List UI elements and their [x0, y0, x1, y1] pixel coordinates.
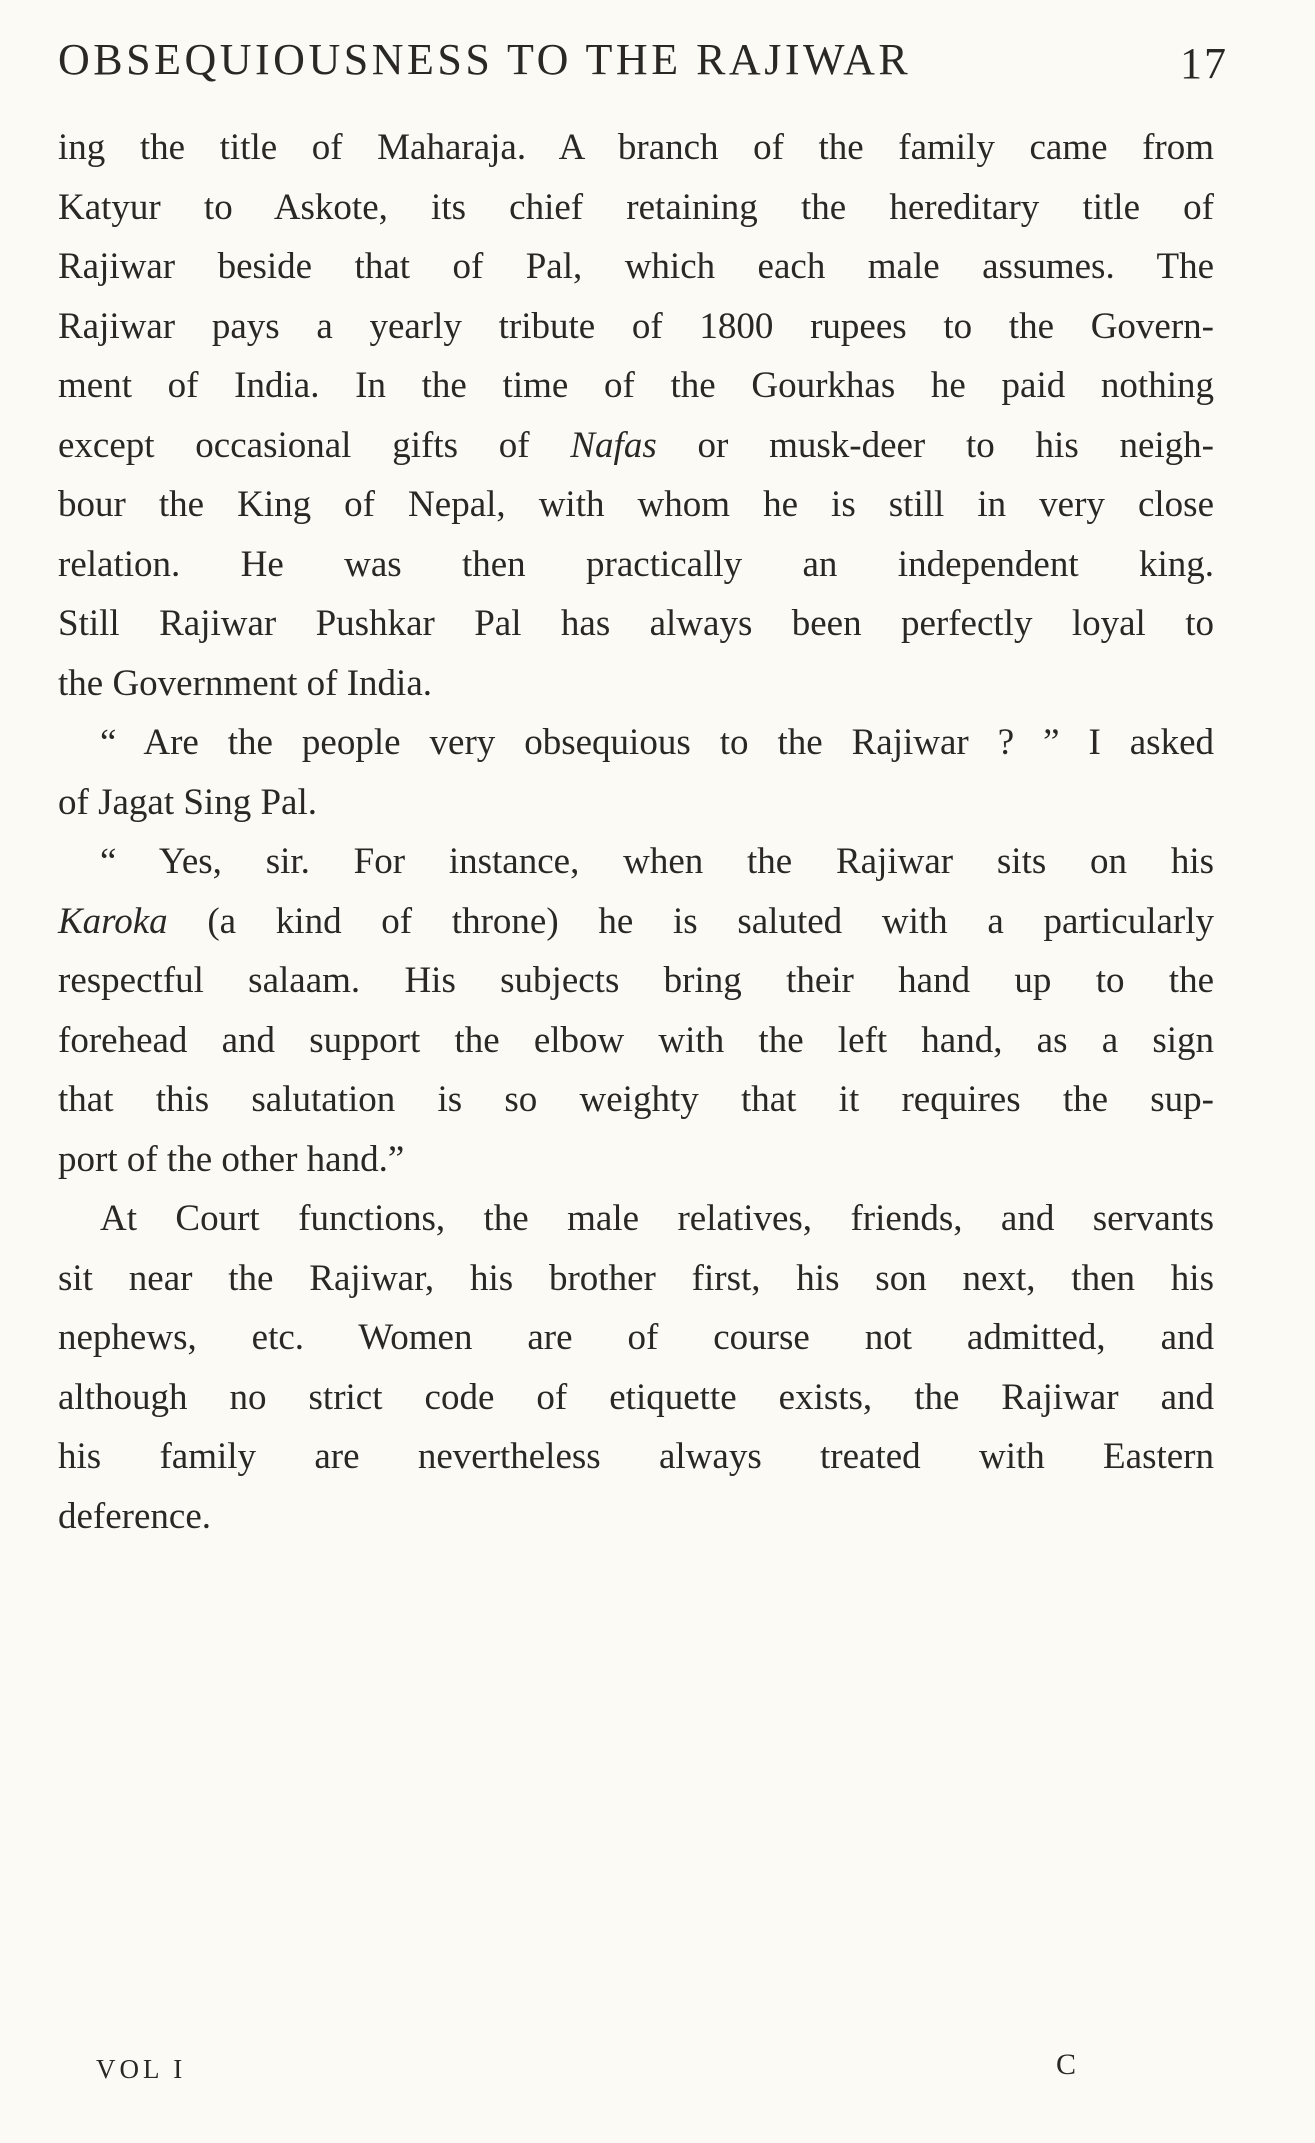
- text-segment: except occasional gifts of: [58, 424, 571, 466]
- italic-term-karoka: Karoka: [58, 900, 168, 942]
- text-line: ment of India. In the time of the Gourkhas he paid nothing: [58, 365, 1214, 406]
- text-segment: or musk-deer to his neigh-: [656, 424, 1214, 466]
- italic-term-nafas: Nafas: [570, 424, 657, 466]
- text-line: Still Rajiwar Pushkar Pal has always been perfectly loyal to: [58, 603, 1214, 644]
- text-line: “ Yes, sir. For instance, when the Rajiwar sits on his: [100, 841, 1214, 882]
- signature-letter: C: [1055, 2048, 1076, 2081]
- text-line: [58, 416, 1214, 476]
- text-line: deference.: [58, 1495, 212, 1537]
- body-text: [58, 118, 1214, 1546]
- text-line: At Court functions, the male relatives, friends, and servants: [100, 1198, 1214, 1239]
- text-line: although no strict code of etiquette exists, the Rajiwar and: [58, 1376, 1214, 1418]
- text-line: Rajiwar beside that of Pal, which each male assumes. The: [58, 246, 1214, 287]
- text-line: relation. He was then practically an independent king.: [58, 543, 1214, 585]
- text-line: sit near the Rajiwar, his brother first, his son next, then his: [58, 1257, 1214, 1299]
- text-line: of Jagat Sing Pal.: [58, 781, 317, 823]
- text-line: Rajiwar pays a yearly tribute of 1800 rupees to the Govern-: [58, 305, 1214, 347]
- running-title: OBSEQUIOUSNESS TO THE RAJIWAR: [58, 35, 912, 84]
- text-line: “ Are the people very obsequious to the Rajiwar ? ” I asked: [100, 722, 1214, 763]
- text-segment: (a kind of throne) he is saluted with a particularly: [167, 900, 1214, 942]
- signature-volume: VOL I: [96, 2054, 187, 2084]
- text-line: the Government of India.: [58, 662, 432, 704]
- page-footer: [96, 2048, 1076, 2088]
- text-line: respectful salaam. His subjects bring their hand up to the: [58, 960, 1214, 1001]
- text-line: port of the other hand.”: [58, 1138, 405, 1180]
- text-line: bour the King of Nepal, with whom he is still in very close: [58, 484, 1214, 525]
- text-line: his family are nevertheless always treated with Eastern: [58, 1436, 1214, 1477]
- text-line: that this salutation is so weighty that it requires the sup-: [58, 1079, 1214, 1120]
- text-line: [58, 892, 1214, 952]
- text-line: forehead and support the elbow with the left hand, as a sign: [58, 1019, 1214, 1061]
- running-head: [58, 34, 1228, 94]
- text-line: Katyur to Askote, its chief retaining the hereditary title of: [58, 186, 1214, 228]
- text-line: ing the title of Maharaja. A branch of the family came from: [58, 127, 1214, 168]
- text-line: nephews, etc. Women are of course not admitted, and: [58, 1317, 1214, 1358]
- page-number: 17: [1180, 39, 1228, 88]
